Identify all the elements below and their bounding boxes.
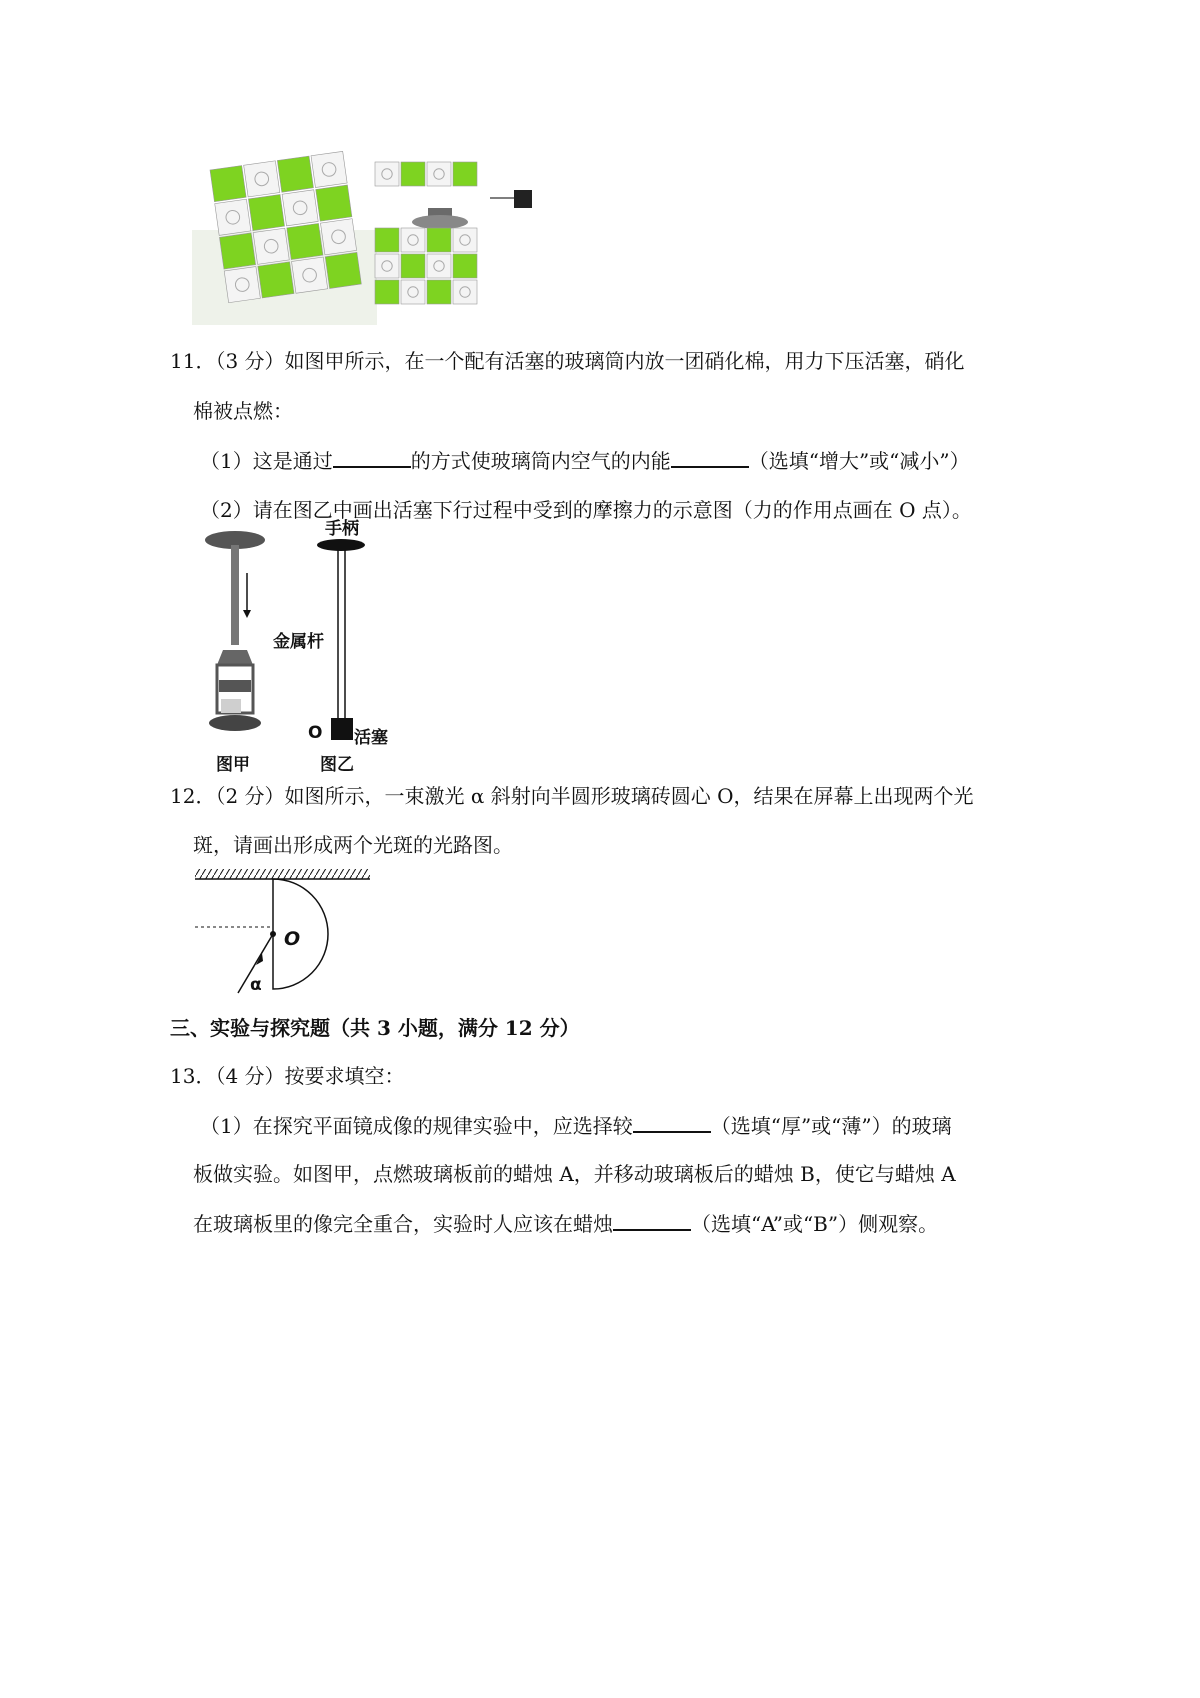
q13-line1: 13．（4 分）按要求填空： — [170, 1064, 405, 1088]
q11-blank-1[interactable] — [333, 446, 411, 468]
section3-heading: 三、实验与探究题（共 3 小题，满分 12 分） — [170, 1016, 580, 1040]
label-point-o: O — [308, 723, 323, 743]
label-alpha: α — [250, 975, 262, 995]
q13-text-c: 在玻璃板里的像完全重合，实验时人应该在蜡烛 — [193, 1212, 613, 1236]
q11-part2: （2）请在图乙中画出活塞下行过程中受到的摩擦力的示意图（力的作用点画在 O 点）。 — [200, 498, 972, 522]
q13-line3: 板做实验。如图甲，点燃玻璃板前的蜡烛 A，并移动玻璃板后的蜡烛 B，使它与蜡烛 A — [193, 1162, 956, 1186]
q11-part1-text-b: 的方式使玻璃筒内空气的内能 — [410, 449, 671, 473]
q13-text-d: （选填“A”或“B”）侧观察。 — [691, 1212, 939, 1236]
label-handle: 手柄 — [325, 519, 359, 539]
label-metal-rod: 金属杆 — [273, 632, 324, 652]
q13-blank-1[interactable] — [633, 1111, 711, 1133]
label-center-o: O — [284, 928, 301, 950]
q13-text-a: （1）在探究平面镜成像的规律实验中，应选择较 — [200, 1114, 633, 1138]
q11-line2: 棉被点燃： — [193, 399, 293, 423]
q13-line4 — [193, 1209, 938, 1238]
glass-cylinder-apparatus — [205, 531, 265, 731]
label-fig-jia: 图甲 — [216, 755, 250, 775]
q12-line2: 斑，请画出形成两个光斑的光路图。 — [193, 833, 513, 857]
q11-part1 — [200, 446, 970, 475]
label-fig-yi: 图乙 — [320, 755, 354, 775]
cube-figure — [190, 140, 570, 325]
q13-text-b: （选填“厚”或“薄”）的玻璃 — [710, 1114, 952, 1138]
q12-line1: 12．（2 分）如图所示，一束激光 α 斜射向半圆形玻璃砖圆心 O，结果在屏幕上出现两个光 — [170, 784, 974, 808]
q13-line2 — [200, 1111, 952, 1140]
label-piston: 活塞 — [354, 728, 388, 748]
q11-part1-text-a: （1）这是通过 — [200, 449, 333, 473]
q13-blank-2[interactable] — [613, 1209, 691, 1231]
q11-blank-2[interactable] — [671, 446, 749, 468]
piston-schematic — [317, 539, 365, 740]
q11-line1: 11．（3 分）如图甲所示，在一个配有活塞的玻璃筒内放一团硝化棉，用力下压活塞，硝化 — [170, 349, 965, 373]
q11-part1-text-c: （选填“增大”或“减小”） — [748, 449, 970, 473]
